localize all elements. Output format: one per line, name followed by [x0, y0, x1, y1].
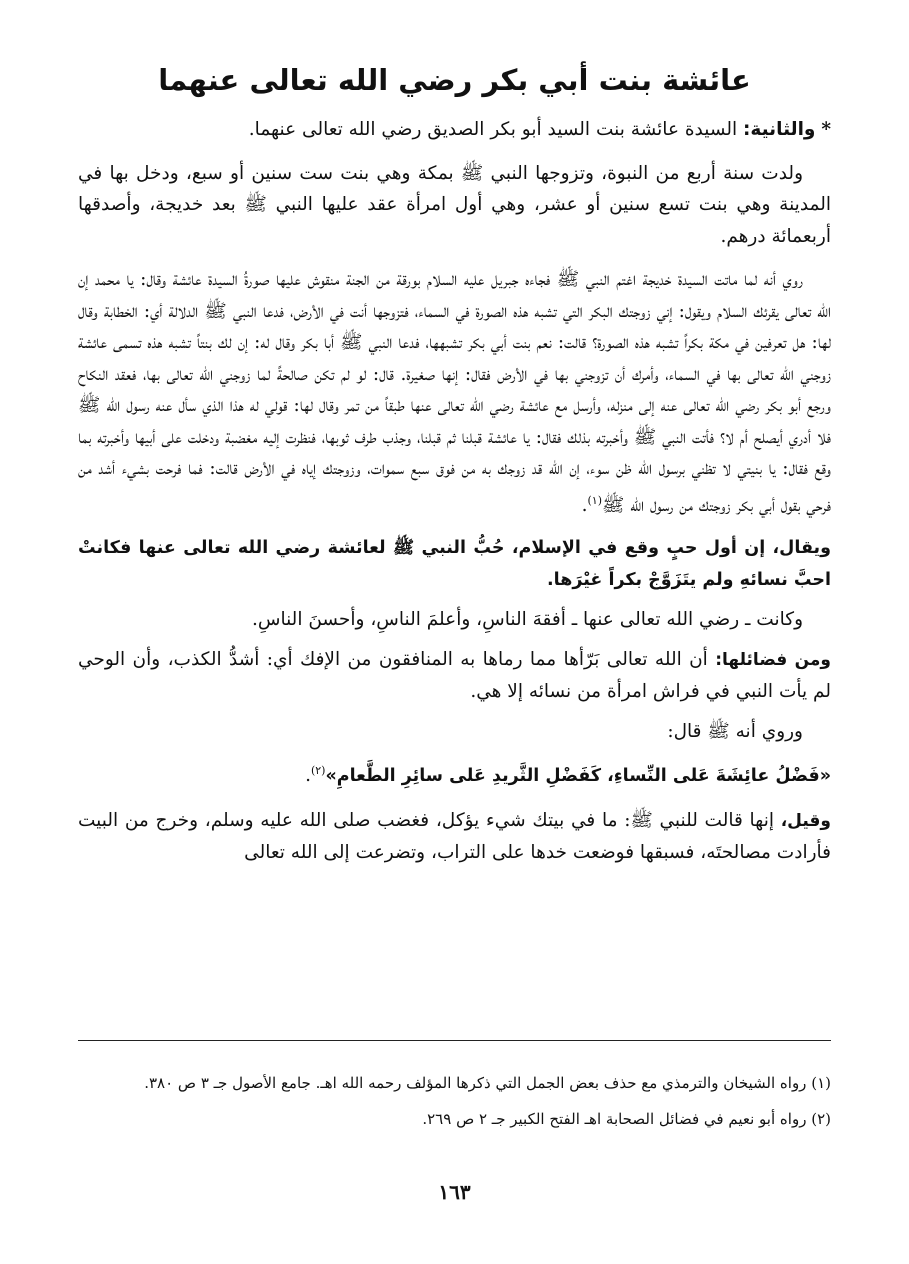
- hadith-text: «فَضْلُ عائِشَةَ عَلى النِّساءِ، كَفَضْلِ الثَّريدِ عَلى سائِرِ الطَّعامِ»: [325, 766, 831, 787]
- hadith-intro: وروي أنه ﷺ قال:: [667, 720, 803, 742]
- intro-paragraph: [78, 114, 831, 146]
- page-title: عائشة بنت أبي بكر رضي الله تعالى عنهما: [158, 63, 751, 97]
- intro-label: والثانية:: [743, 119, 816, 140]
- star-bullet: *: [821, 119, 831, 140]
- birth-paragraph: ولدت سنة أربع من النبوة، وتزوجها النبي ﷺ بمكة وهي بنت ست سنين أو سبع، ودخل بها في المدينة وهي بنت تسع سنين أو عشر، وهي أول امرأة عقد عليها النبي ﷺ بعد خديجة، وأصدقها أربعمائة درهم.: [78, 162, 831, 247]
- hadith-end: .: [305, 765, 311, 787]
- footnote-number: (١): [811, 1074, 831, 1092]
- footnote-2: [78, 1106, 831, 1132]
- footnote-divider: [78, 1040, 831, 1041]
- last-paragraph: [78, 805, 831, 869]
- merits-text: أن الله تعالى بَرّأها مما رماها به المنافقون من الإفك أي: أشدُّ الكذب، وأن الوحي لم يأت النبي في فراش امرأة من نسائه إلا هي.: [78, 648, 831, 703]
- last-text: إنها قالت للنبي ﷺ: ما في بيتك شيء يؤكل، فغضب صلى الله عليه وسلم، وخرج من البيت فأرادت مصالحتَه، فسبقها فوضعت خدها على التراب، وتضرعت إلى الله تعالى: [78, 809, 831, 864]
- footnote-text: رواه أبو نعيم في فضائل الصحابة اهـ الفتح الكبير جـ ٢ ص ٢٦٩.: [422, 1110, 807, 1128]
- story-paragraph: [78, 264, 831, 521]
- hadith-paragraph: [78, 755, 831, 793]
- story-text: روي أنه لما ماتت السيدة خديجة اغتم النبي ﷺ فجاءه جبريل عليه السلام بورقة من الجنة منقوش عليها صورةُ السيدة عائشة وقال: يا محمد إن الله تعالى يقرئك السلام ويقول: إني زوجتك البكر التي تشبه هذه الصورة في السماء، فتزوجها أنت في الأرض، فدعا النبي ﷺ الدلالة أي: الخطابة وقال لها: هل تعرفين في مكة بكراً تشبه هذه الصورة؟ قالت: نعم بنت أبي بكر تشبهها، فدعا النبي ﷺ أبا بكر وقال له: إن لك بنتاً تشبه هذه تسمى عائشة زوجني الله تعالى بها في السماء، وأمرك أن تزوجني بها في الأرض فقال: إنها صغيرة. قال: لو لم تكن صالحةً لما زوجني الله تعالى بها، فعقد النكاح ورجع أبو بكر رضي الله تعالى عنه إلى منزله، وأرسل مع عائشة رضي الله تعالى عنها طبقاً من تمر وقال لها: قولي له هذا الذي سأل عنه رسول الله ﷺ فلا أدري أيصلح أم لا؟ فأتت النبي ﷺ وأخبرته بذلك فقال: يا عائشة قبلنا ثم قبلنا، وجذب طرف ثوبها، فنظرت إليه مغضبة ودخلت على أبيها وأخبرته بما وقع فقال: يا بنيتي لا تظني برسول الله ظن سوء، إن الله قد زوجك به من فوق سبع سموات، وزوجتك إياه في الأرض قالت: فما فرحت بشيء أشد من فرحي بقول أبي بكر زوجتك من رسول الله ﷺ: [78, 269, 831, 516]
- first-love-paragraph: ويقال، إن أول حبٍ وقع في الإسلام، حُبُّ النبي ﷺ لعائشة رضي الله تعالى عنها فكانتْ احبَّ نسائهِ ولم يتَزَوَّجْ بكراً غيْرَها.: [78, 538, 831, 590]
- story-end: .: [581, 494, 588, 516]
- footnote-ref-2: (٢): [310, 764, 326, 778]
- merits-paragraph: [78, 644, 831, 708]
- merits-label: ومن فضائلها:: [715, 649, 831, 670]
- intro-text: السيدة عائشة بنت السيد أبو بكر الصديق رضي الله تعالى عنهما.: [248, 119, 738, 140]
- page-body: [78, 60, 831, 869]
- last-label: وقيل،: [780, 810, 831, 831]
- page-number: ١٦٣: [438, 1180, 471, 1204]
- footnote-number: (٢): [811, 1110, 831, 1128]
- footnote-text: رواه الشيخان والترمذي مع حذف بعض الجمل التي ذكرها المؤلف رحمه الله اهـ. جامع الأصول جـ ٣ ص ٣٨٠.: [144, 1074, 807, 1092]
- footnote-ref-1: (١): [587, 493, 603, 507]
- footnote-1: [78, 1070, 831, 1096]
- virtues-paragraph: وكانت ـ رضي الله تعالى عنها ـ أفقهَ الناسِ، وأعلمَ الناسِ، وأحسنَ الناسِ.: [252, 609, 803, 631]
- footnotes: [78, 1070, 831, 1142]
